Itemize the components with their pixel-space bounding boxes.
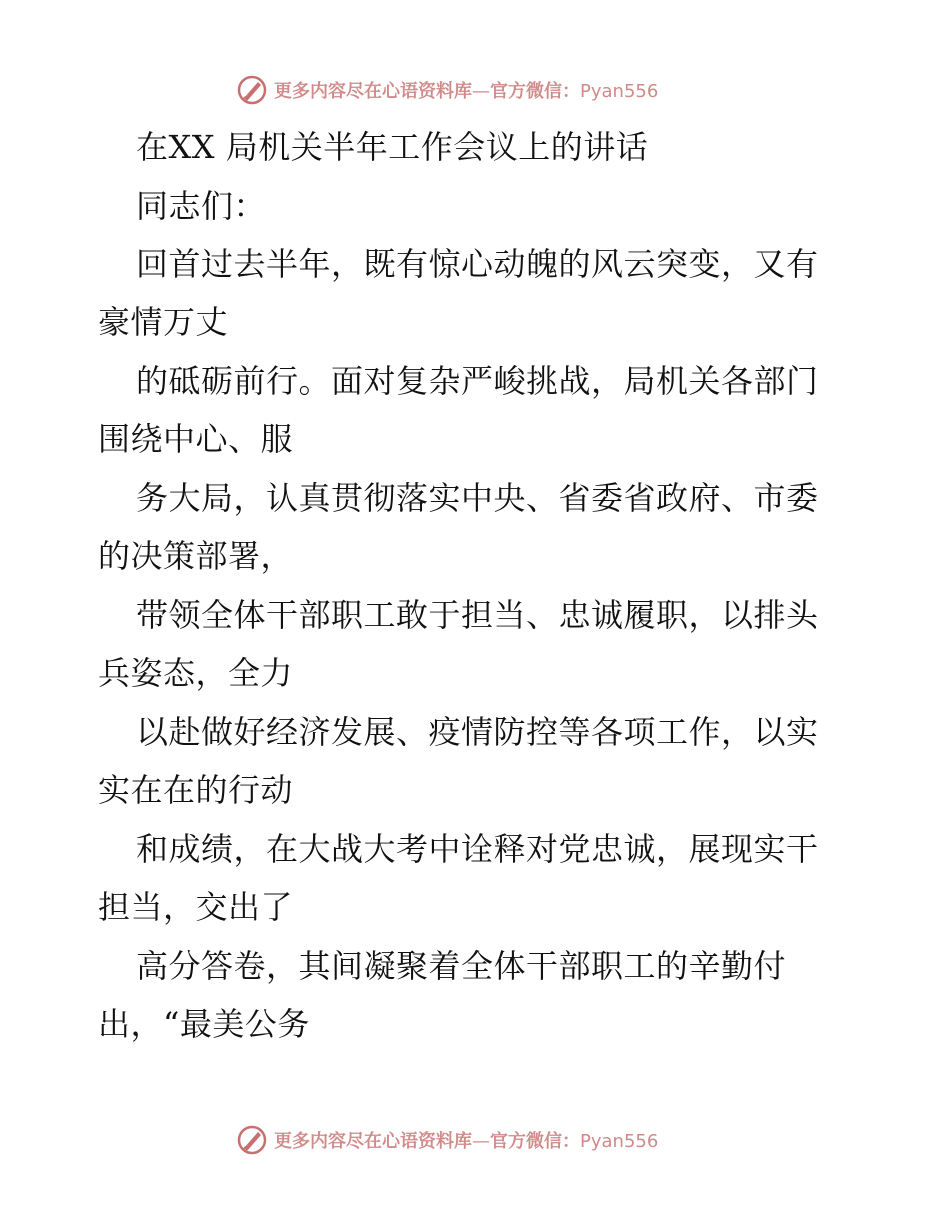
paragraph-line: 担当，交出了	[98, 888, 294, 926]
watermark-text	[274, 1127, 658, 1153]
paragraph-line: 豪情万丈	[98, 303, 229, 341]
document-salutation: 同志们：	[136, 187, 267, 225]
pen-logo-icon	[236, 1124, 268, 1156]
paragraph-line: 的决策部署，	[98, 537, 294, 575]
paragraph-line: 兵姿态，全力	[98, 654, 294, 692]
pen-logo-icon	[236, 74, 268, 106]
watermark-separator: —	[472, 81, 490, 102]
header-watermark	[236, 74, 658, 106]
document-title: 在XX 局机关半年工作会议上的讲话	[136, 128, 649, 166]
watermark-wechat-id: Pyan556	[580, 81, 659, 102]
watermark-text	[274, 77, 658, 103]
watermark-separator: —	[472, 1131, 490, 1152]
paragraph-line: 以赴做好经济发展、疫情防控等各项工作，以实	[136, 713, 819, 751]
watermark-brand: 更多内容尽在心语资料库	[274, 81, 472, 102]
paragraph-line: 带领全体干部职工敢于担当、忠诚履职，以排头	[136, 596, 819, 634]
paragraph-line: 高分答卷，其间凝聚着全体干部职工的辛勤付	[136, 947, 787, 985]
paragraph-line: 出，“最美公务	[98, 1005, 310, 1043]
watermark-wechat-label: 官方微信：	[490, 81, 580, 102]
watermark-wechat-id: Pyan556	[580, 1131, 659, 1152]
paragraph-line: 务大局，认真贯彻落实中央、省委省政府、市委	[136, 479, 819, 517]
watermark-wechat-label: 官方微信：	[490, 1131, 580, 1152]
paragraph-line: 和成绩，在大战大考中诠释对党忠诚，展现实干	[136, 830, 819, 868]
footer-watermark	[236, 1124, 658, 1156]
paragraph-line: 实在在的行动	[98, 771, 294, 809]
paragraph-line: 的砥砺前行。面对复杂严峻挑战，局机关各部门	[136, 362, 819, 400]
paragraph-line: 围绕中心、服	[98, 420, 294, 458]
watermark-brand: 更多内容尽在心语资料库	[274, 1131, 472, 1152]
paragraph-line: 回首过去半年，既有惊心动魄的风云突变，又有	[136, 245, 819, 283]
